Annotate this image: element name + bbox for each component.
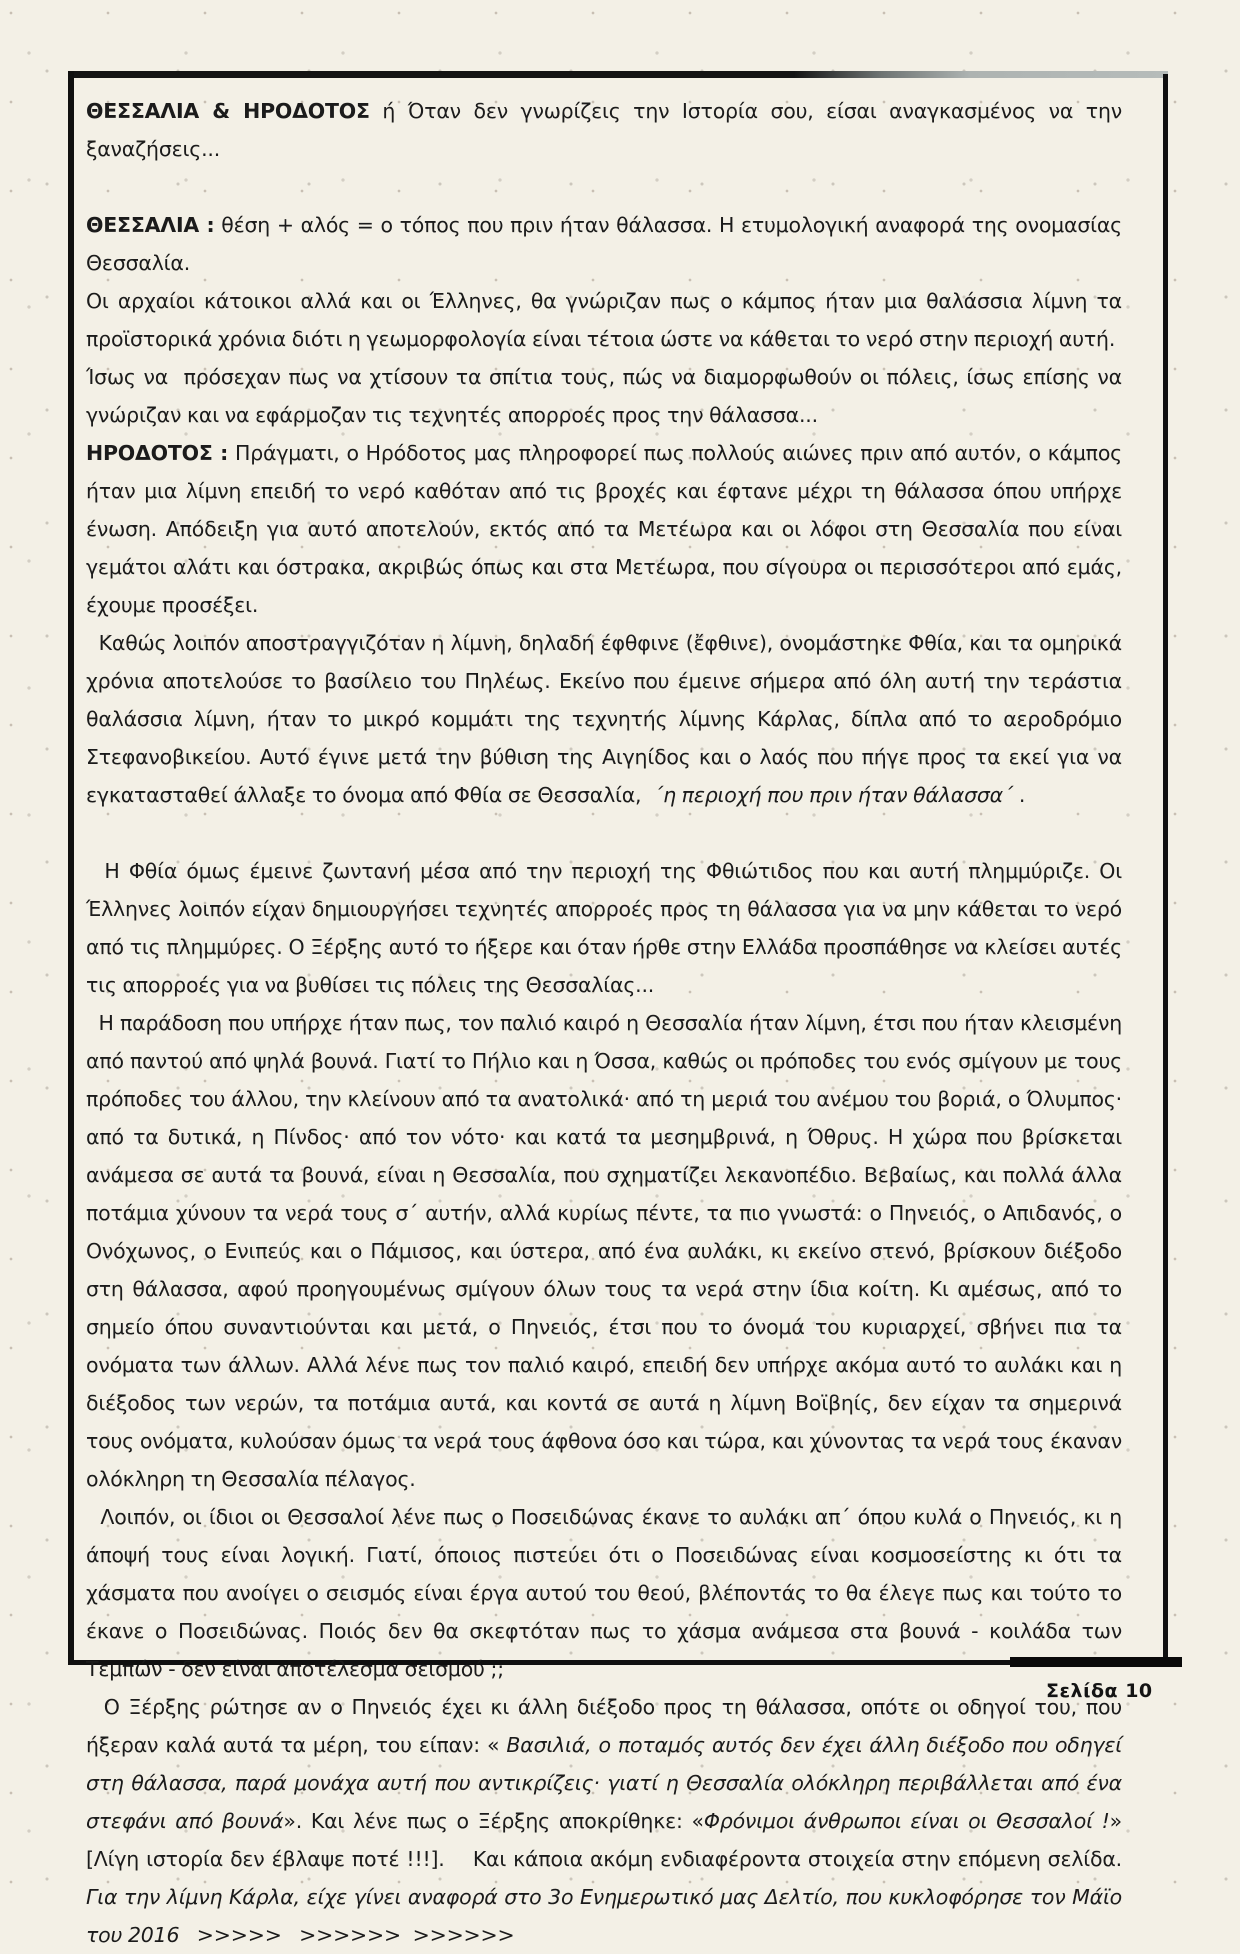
thessalia-text: θέση + αλός = ο τόπος που πριν ήταν θάλασσα. Η ετυμολογική αναφορά της ονομασίας Θεσσαλία.: [86, 213, 1128, 275]
thessalia-label: ΘΕΣΣΑΛΙΑ :: [86, 213, 215, 237]
frame-border-top: [68, 71, 1168, 78]
xerxes-quote2-italic: Φρόνιμοι άνθρωποι είναι οι Θεσσαλοί !: [703, 1809, 1110, 1833]
page-number: Σελίδα 10: [1046, 1680, 1153, 1702]
document-body: [86, 92, 1134, 1954]
paragraph-isos: Ίσως να πρόσεχαν πως να χτίσουν τα σπίτια τους, πώς να διαμορφωθούν οι πόλεις, ίσως επίσης να γνώριζαν και να εφάρμοζαν τις τεχνητές απορροές προς την θάλασσα...: [86, 365, 1128, 427]
paragraph-ancient-inhabitants: Οι αρχαίοι κάτοικοι αλλά και οι Έλληνες, θα γνώριζαν πως ο κάμπος ήταν μια θαλάσσια λίμνη τα προϊστορικά χρόνια διότι η γεωμορφολογία είναι τέτοια ώστε να κάθεται το νερό στην περιοχή αυτή.: [86, 289, 1128, 351]
paragraph-tradition-lake: Η παράδοση που υπήρχε ήταν πως, τον παλιό καιρό η Θεσσαλία ήταν λίμνη, έτσι που ήταν κλεισμένη από παντού από ψηλά βουνά. Γιατί το Πήλιο και η Όσσα, καθώς οι πρόποδες του ενός σμίγουν με τους πρόποδες του άλλου, την κλείνουν από τα ανατολικά· από τη μεριά του ανέμου του βοριά, ο Όλυμπος· από τα δυτικά, η Πίνδος· από τον νότο· και κατά τα μεσημβρινά, η Όθρυς. Η χώρα που βρίσκεται ανάμεσα σε αυτά τα βουνά, είναι η Θεσσαλία, που σχηματίζει λεκανοπέδιο. Βεβαίως, και πολλά άλλα ποτάμια χύνουν τα νερά τους σ΄ αυτήν, αλλά κυρίως πέντε, τα πιο γνωστά: ο Πηνειός, ο Απιδανός, ο Ονόχωνος, ο Ενιπεύς και ο Πάμισος, και ύστερα, από ένα αυλάκι, κι εκείνο στενό, βρίσκουν διέξοδο στη θάλασσα, αφού προηγουμένως σμίγουν όλων τους τα νερά στην ίδια κοίτη. Κι αμέσως, από το σημείο όπου συναντιούνται και μετά, ο Πηνειός, έτσι που το όνομά του κυριαρχεί, σβήνει πια τα ονόματα των άλλων. Αλλά λένε πως τον παλιό καιρό, επειδή δεν υπήρχε ακόμα αυτό το αυλάκι και η διέξοδος των νερών, τα ποτάμια αυτά, και κοντά σε αυτά η λίμνη Βοϊβηίς, δεν είχαν τα σημερινά τους ονόματα, κυλούσαν όμως τα νερά τους άφθονα όσο και τώρα, και χύνοντας τα νερά τους έκαναν ολόκληρη τη Θεσσαλία πέλαγος.: [86, 1011, 1128, 1491]
xerxes-quote1-italic: Βασιλιά, ο ποταμός αυτός δεν έχει άλλη διέξοδο που οδηγεί στη θάλασσα, παρά μονάχα αυτή που αντικρίζεις· γιατί η Θεσσαλία ολόκληρη περιβάλλεται από ένα στεφάνι από βουνά: [86, 1733, 1128, 1833]
xerxes-karla-italic: Για την λίμνη Κάρλα, είχε γίνει αναφορά στο 3ο Ενημερωτικό μας Δελτίο, που κυκλοφόρησε τον Μάϊο του 2016: [86, 1885, 1128, 1947]
paragraph-fthia-flood: Η Φθία όμως έμεινε ζωντανή μέσα από την περιοχή της Φθιώτιδος που και αυτή πλημμύριζε. Οι Έλληνες λοιπόν είχαν δημιουργήσει τεχνητές απορροές προς τη θάλασσα για να μην κάθεται το νερό από τις πλημμύρες. Ο Ξέρξης αυτό το ήξερε και όταν ήρθε στην Ελλάδα προσπάθησε να κλείσει αυτές τις απορροές για να βυθίσει τις πόλεις της Θεσσαλίας...: [86, 859, 1128, 997]
frame-border-left: [68, 71, 74, 1665]
title-rest: ή Όταν δεν γνωρίζεις την Ιστορία σου, είσαι αναγκασμένος να την ξαναζήσεις...: [86, 99, 1128, 161]
kathos-pre: Καθώς λοιπόν αποστραγγιζόταν η λίμνη, δηλαδή έφθφινε (ἔφθινε), ονομάστηκε Φθία, και τα ομηρικά χρόνια αποτελούσε το βασίλειο του Πηλέως. Εκείνο που έμεινε σήμερα από όλη αυτή την τεράστια θαλάσσια λίμνη, ήταν το μικρό κομμάτι της τεχνητής λίμνης Κάρλας, δίπλα από το αεροδρόμιο Στεφανοβικείου. Αυτό έγινε μετά την βύθιση της Αιγηίδος και ο λαός που πήγε προς τα εκεί για να εγκατασταθεί άλλαξε το όνομα από Φθία σε Θεσσαλία,: [86, 631, 1128, 807]
document-title: [86, 92, 1128, 168]
blank-line: [86, 168, 1122, 206]
paragraph-kathos-fthia: [86, 624, 1128, 814]
title-bold: ΘΕΣΣΑΛΙΑ & ΗΡΟΔΟΤΟΣ: [86, 99, 370, 123]
herodotos-text: Πράγματι, ο Ηρόδοτος μας πληροφορεί πως πολλούς αιώνες πριν από αυτόν, ο κάμπος ήταν μια λίμνη επειδή το νερό καθόταν από τις βροχές και έφτανε μέχρι τη θάλασσα όπου υπήρχε ένωση. Απόδειξη για αυτό αποτελούν, εκτός από τα Μετέωρα και οι λόφοι στη Θεσσαλία που είναι γεμάτοι αλάτι και όστρακα, ακριβώς όπως και στα Μετέωρα, που σίγουρα οι περισσότεροι από εμάς, έχουμε προσέξει.: [86, 441, 1128, 617]
xerxes-mid2: » [Λίγη ιστορία δεν έβλαψε ποτέ !!!]. Και κάποια ακόμη ενδιαφέροντα στοιχεία στην επόμενη σελίδα.: [86, 1809, 1134, 1871]
xerxes-mid1: ». Και λένε πως ο Ξέρξης αποκρίθηκε: «: [283, 1809, 704, 1833]
blank-line: [86, 814, 1122, 852]
xerxes-arrows: >>>>> >>>>>> >>>>>>: [179, 1923, 515, 1947]
kathos-post: .: [1013, 783, 1026, 807]
xerxes-pre: Ο Ξέρξης ρώτησε αν ο Πηνειός έχει κι άλλη διέξοδο προς τη θάλασσα, οπότε οι οδηγοί του, που ήξεραν καλά αυτά τα μέρη, του είπαν: «: [86, 1695, 1128, 1757]
paragraph-poseidon: Λοιπόν, οι ίδιοι οι Θεσσαλοί λένε πως ο Ποσειδώνας έκανε το αυλάκι απ΄ όπου κυλά ο Πηνειός, κι η άποψή τους είναι λογική. Γιατί, όποιος πιστεύει ότι ο Ποσειδώνας είναι κοσμοσείστης κι ότι τα χάσματα που ανοίγει ο σεισμός είναι έργα αυτού του θεού, βλέποντάς το θα έλεγε πως και τούτο το έκανε ο Ποσειδώνας. Ποιός δεν θα σκεφτόταν πως το χάσμα ανάμεσα στα βουνά - κοιλάδα των Τεμπών - δεν είναι αποτέλεσμα σεισμού ;;: [86, 1505, 1128, 1681]
herodotos-label: ΗΡΟΔΟΤΟΣ :: [86, 441, 229, 465]
frame-border-right: [1163, 74, 1168, 1665]
kathos-quote-italic: ΄η περιοχή που πριν ήταν θάλασσα΄: [653, 783, 1014, 807]
paragraph-herodotos: [86, 434, 1128, 624]
paragraph-thessalia-etymology: [86, 206, 1128, 282]
